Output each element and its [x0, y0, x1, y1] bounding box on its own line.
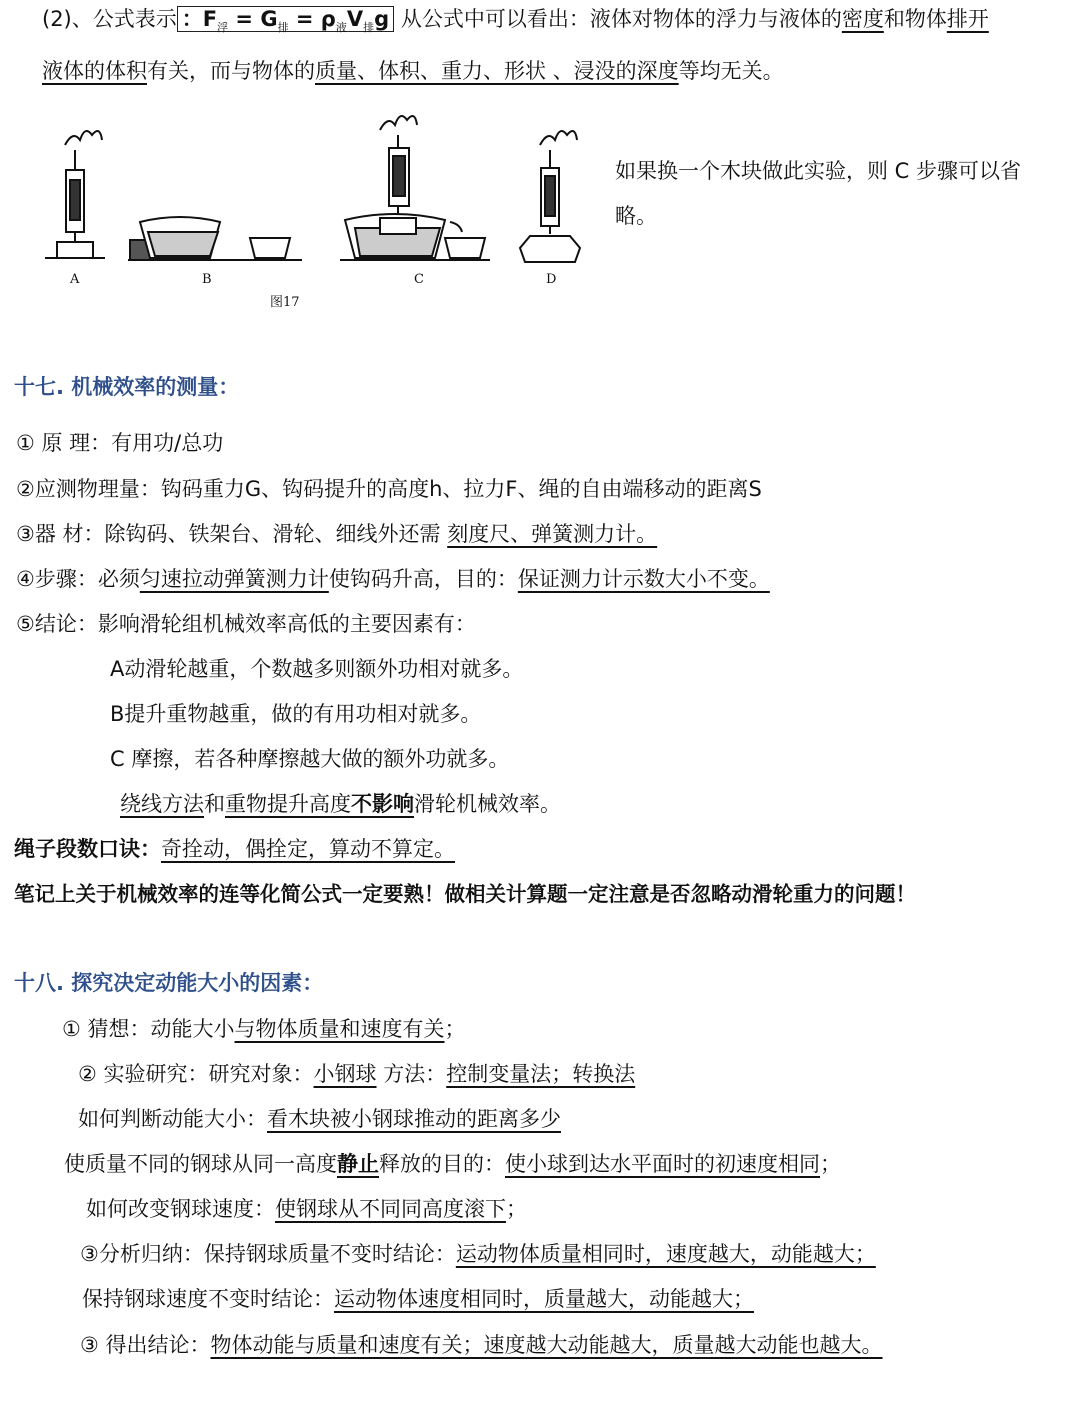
blank-final: 物体动能与质量和速度有关；速度越大动能越大，质量越大动能也越大。	[210, 1333, 883, 1357]
section-18-title: 十八. 探究决定动能大小的因素：	[14, 971, 324, 995]
steps	[16, 564, 770, 594]
study-text: ② 实验研究：研究对象：	[78, 1062, 314, 1086]
judge-text: 如何判断动能大小：	[78, 1107, 267, 1131]
blank-height: 重物提升高度	[225, 792, 351, 816]
release-purpose-text: 释放的目的：	[379, 1152, 505, 1176]
factor-c: C 摩擦，若各种摩擦越大做的额外功就多。	[110, 747, 510, 771]
text-efficiency: 滑轮机械效率。	[414, 792, 561, 816]
method-text: 方法：	[376, 1062, 447, 1086]
formula-line-2	[42, 56, 784, 86]
steps-text: ④步骤：必须	[16, 567, 140, 591]
blank-uniform-pull: 匀速拉动弹簧测力计	[139, 567, 329, 591]
judge-energy	[78, 1104, 561, 1134]
blank-rope-rule: 奇拴动，偶拴定，算动不算定。	[161, 837, 455, 861]
final-conclusion	[80, 1330, 883, 1360]
blank-purpose: 保证测力计示数大小不变。	[517, 567, 770, 591]
analysis-speed-text: 保持钢球速度不变时结论：	[82, 1287, 334, 1311]
formula-explain: 从公式中可以看出：液体对物体的浮力与液体的	[394, 7, 842, 31]
formula-line	[42, 4, 989, 43]
experiment-figure	[40, 110, 600, 320]
text-and-2: 和	[204, 792, 225, 816]
blank-unrelated-factors: 质量、体积、重力、形状 、浸没的深度	[315, 59, 679, 83]
factor-a: A动滑轮越重，个数越多则额外功相对就多。	[110, 657, 524, 681]
formula-intro: (2)、公式表示	[42, 7, 177, 31]
blank-volume: 液体的体积	[42, 59, 147, 83]
punct: ；	[820, 1152, 841, 1176]
punct: ；	[444, 1017, 466, 1041]
punct: ；	[506, 1197, 527, 1221]
text-related: 有关，而与物体的	[147, 59, 315, 83]
figure-label-d: D	[546, 272, 557, 287]
analysis-speed	[82, 1284, 754, 1314]
setup-d-icon	[520, 131, 580, 262]
release-purpose	[64, 1149, 841, 1179]
figure-caption: 图17	[270, 295, 300, 310]
note-warning: 笔记上关于机械效率的连等化简公式一定要熟！做相关计算题一定注意是否忽略动滑轮重力的问题！	[14, 882, 916, 906]
equipment	[16, 519, 657, 549]
blank-release-purpose: 使小球到达水平面时的初速度相同	[505, 1152, 820, 1176]
conclusion: ⑤结论：影响滑轮组机械效率高低的主要因素有：	[16, 612, 476, 636]
final-text: ③ 得出结论：	[80, 1333, 211, 1357]
principle: ① 原 理：有用功/总功	[16, 431, 224, 455]
setup-b-icon	[128, 217, 302, 260]
rope-label: 绳子段数口诀：	[14, 837, 161, 861]
figure-label-a: A	[70, 272, 80, 287]
hypothesis-text: ① 猜想：动能大小	[62, 1017, 235, 1041]
change-speed-text: 如何改变钢球速度：	[86, 1197, 275, 1221]
blank-hypothesis: 与物体质量和速度有关	[234, 1017, 445, 1041]
figure-label-c: C	[414, 272, 424, 287]
quantities: ②应测物理量：钩码重力G、钩码提升的高度h、拉力F、绳的自由端移动的距离S	[16, 477, 762, 501]
blank-analysis-speed: 运动物体速度相同时，质量越大，动能越大；	[334, 1287, 754, 1311]
release-text: 使质量不同的钢球从同一高度	[64, 1152, 337, 1176]
change-speed	[86, 1194, 527, 1224]
equipment-text: ③器 材：除钩码、铁架台、滑轮、细线外还需	[16, 522, 448, 546]
setup-c-icon	[340, 116, 490, 260]
rope-mnemonic	[14, 834, 455, 864]
side-note-1: 如果换一个木块做此实验，则 C 步骤可以省	[615, 159, 1022, 183]
not-affect-emphasis: 不影响	[351, 792, 414, 816]
buoyancy-formula: ：$F_浮 = G_排 = \rho_液V_排g$	[177, 6, 394, 32]
figure-label-b: B	[202, 272, 212, 287]
analysis-mass-text: ③分析归纳：保持钢球质量不变时结论：	[80, 1242, 456, 1266]
steps-purpose: 使钩码升高，目的：	[328, 567, 518, 591]
blank-displaced: 排开	[946, 7, 989, 31]
blank-object: 小钢球	[313, 1062, 377, 1086]
blank-density: 密度	[841, 7, 884, 31]
text-unrelated: 等均无关。	[678, 59, 784, 83]
section-17-title: 十七. 机械效率的测量：	[14, 375, 240, 399]
text-and: 和物体	[883, 7, 947, 31]
analysis-mass	[80, 1239, 876, 1269]
side-note-2: 略。	[615, 204, 657, 228]
factor-b: B提升重物越重，做的有用功相对就多。	[110, 702, 482, 726]
blank-analysis-mass: 运动物体质量相同时，速度越大，动能越大；	[455, 1242, 876, 1266]
blank-equipment: 刻度尺、弹簧测力计。	[447, 522, 658, 546]
blank-change-speed: 使钢球从不同同高度滚下	[275, 1197, 506, 1221]
blank-method: 控制变量法；转换法	[446, 1062, 636, 1086]
hypothesis	[62, 1014, 466, 1044]
blank-winding: 绕线方法	[120, 792, 204, 816]
blank-judge: 看木块被小钢球推动的距离多少	[267, 1107, 561, 1131]
not-affecting	[120, 789, 561, 819]
blank-static: 静止	[337, 1152, 379, 1176]
setup-a-icon	[45, 131, 105, 258]
study-object	[78, 1059, 635, 1089]
